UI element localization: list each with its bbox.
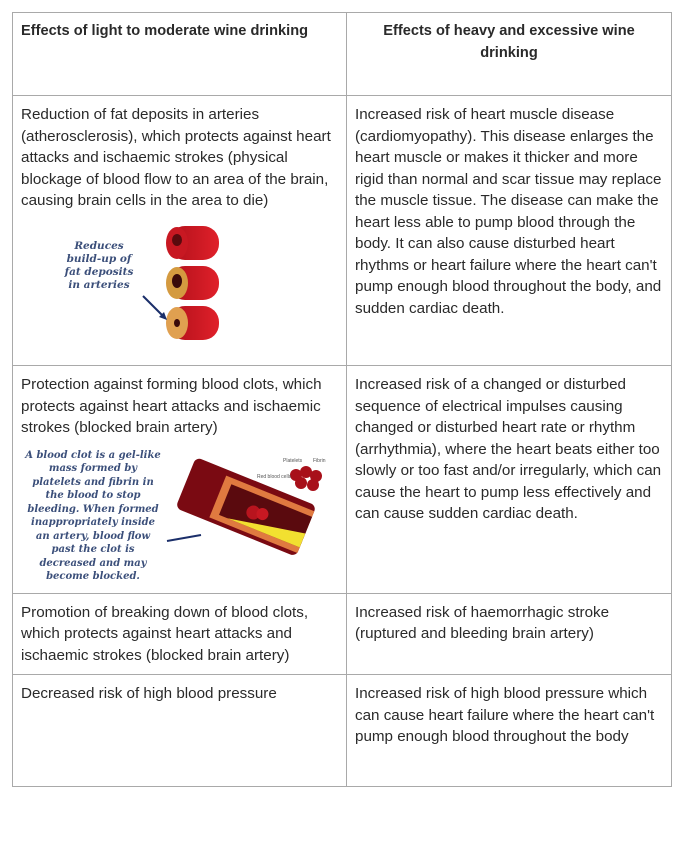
artery-illustration xyxy=(21,218,338,348)
wine-effects-table xyxy=(12,12,672,787)
cell-light xyxy=(13,96,347,366)
header-row xyxy=(13,13,672,96)
header-light: Effects of light to moderate wine drinking xyxy=(13,13,347,96)
label-platelets: Platelets xyxy=(283,457,303,464)
cell-light: Promotion of breaking down of blood clots, which protects against heart attacks and ischaemic strokes (blocked brain artery) xyxy=(13,593,347,675)
table-row xyxy=(13,96,672,366)
cell-heavy: Increased risk of high blood pressure which can cause heart failure where the heart can't pump enough blood throughout the body xyxy=(347,675,672,787)
figure-caption: A blood clot is a gel-like mass formed by platelets and fibrin in the blood to stop bleeding. When formed inappropriately inside an artery, blood flow past the clot is decreased and may become blocked. xyxy=(25,449,161,582)
table-row xyxy=(13,366,672,594)
label-fibrin: Fibrin xyxy=(313,457,326,464)
cell-text: Protection against forming blood clots, which protects against heart attacks and ischaemic strokes (blocked brain artery) xyxy=(21,376,322,436)
cell-text: Reduction of fat deposits in arteries (atherosclerosis), which protects against heart attacks and ischaemic strokes (physical blockage of blood flow to an area of the brain, causing brain cells in the area to die) xyxy=(21,106,331,209)
cell-light xyxy=(13,366,347,594)
cell-heavy: Increased risk of haemorrhagic stroke (ruptured and bleeding brain artery) xyxy=(347,593,672,675)
label-red-blood-cells: Red blood cells xyxy=(257,473,292,480)
cell-light: Decreased risk of high blood pressure xyxy=(13,675,347,787)
table-row xyxy=(13,675,672,787)
figure-caption: Reduces build-up of fat deposits in arteries xyxy=(64,239,134,291)
cell-heavy: Increased risk of a changed or disturbed sequence of electrical impulses causing changed or disturbed heart rate or rhythm (arrhythmia), where the heart beats either too slowly or too fast and/or irregularly, which can cause the heart to pump less effectively and can cause sudden cardiac death. xyxy=(347,366,672,594)
table-row xyxy=(13,593,672,675)
blood-clot-illustration xyxy=(21,445,338,585)
cell-heavy: Increased risk of heart muscle disease (cardiomyopathy). This disease enlarges the heart muscle or makes it thicker and more rigid than normal and scar tissue may replace the muscle tissue. The disease can make the heart less able to pump blood through the body. It can also cause disturbed heart rhythms or heart failure where the heart can't pump enough blood throughout the body, and sudden cardiac death. xyxy=(347,96,672,366)
header-heavy: Effects of heavy and excessive wine drinking xyxy=(347,13,672,96)
